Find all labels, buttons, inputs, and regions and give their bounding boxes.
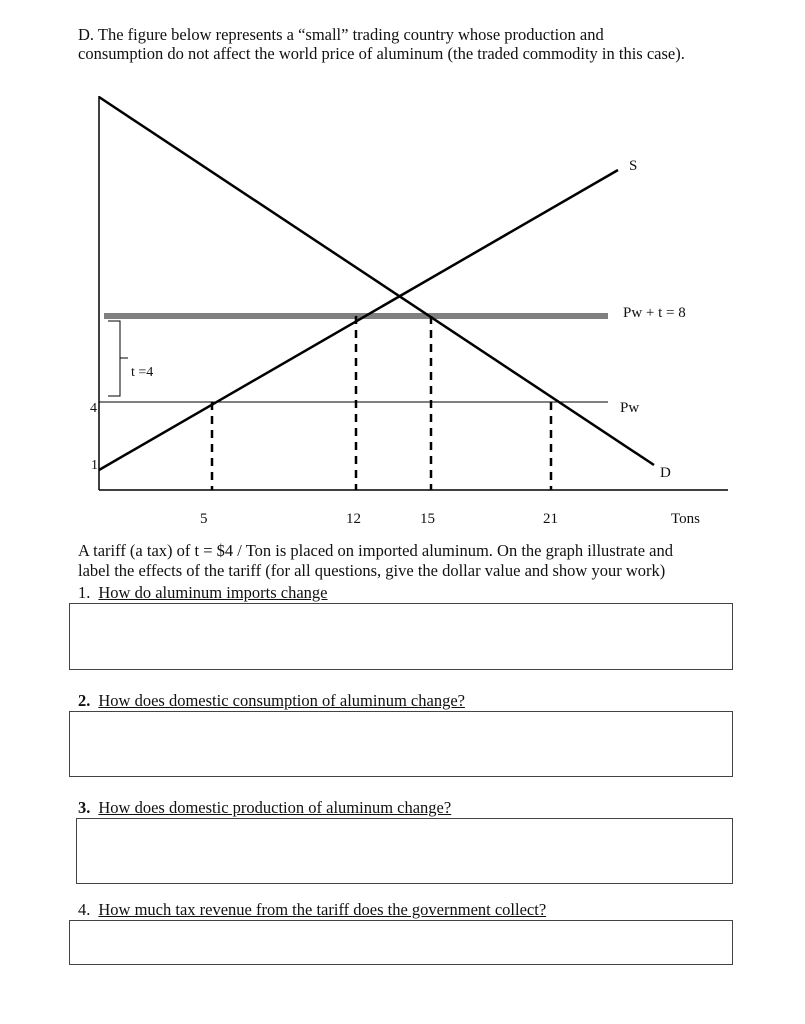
- question-3-number: 3.: [78, 798, 91, 817]
- x-axis-label: Tons: [671, 511, 700, 527]
- instruction-line-1: A tariff (a tax) of t = $4 / Ton is placed on imported aluminum. On the graph illustrate and: [78, 541, 673, 560]
- demand-label: D: [660, 465, 671, 481]
- intro-line-1: D. The figure below represents a “small” trading country whose production and: [78, 25, 604, 44]
- y-tick-1: 1: [91, 458, 98, 473]
- x-tick-21: 21: [543, 511, 558, 527]
- question-4-text: How much tax revenue from the tariff does the government collect?: [98, 900, 547, 919]
- question-2: [78, 691, 465, 710]
- question-1-text: How do aluminum imports change: [98, 583, 328, 602]
- tariff-bracket: [108, 321, 128, 396]
- tariff-bracket-label: t =4: [131, 365, 154, 380]
- answer-box-2[interactable]: [69, 711, 733, 777]
- instruction-paragraph: [78, 541, 778, 581]
- question-3-text: How does domestic production of aluminum change?: [98, 798, 452, 817]
- question-2-number: 2.: [78, 691, 91, 710]
- demand-curve: [99, 97, 654, 465]
- answer-box-4[interactable]: [69, 920, 733, 965]
- instruction-line-2: label the effects of the tariff (for all questions, give the dollar value and show your work): [78, 561, 666, 580]
- x-tick-12: 12: [346, 511, 361, 527]
- supply-label: S: [629, 158, 638, 174]
- answer-box-3[interactable]: [76, 818, 733, 884]
- question-1-number: 1.: [78, 583, 91, 602]
- answer-box-1[interactable]: [69, 603, 733, 670]
- question-3: [78, 798, 451, 817]
- x-tick-15: 15: [420, 511, 435, 527]
- x-tick-5: 5: [200, 511, 208, 527]
- question-2-text: How does domestic consumption of aluminum change?: [98, 691, 465, 710]
- question-1: [78, 583, 328, 602]
- y-tick-4: 4: [90, 401, 97, 416]
- world-price-label: Pw: [620, 400, 640, 416]
- tariff-price-label: Pw + t = 8: [623, 305, 686, 321]
- intro-line-2: consumption do not affect the world price of aluminum (the traded commodity in this case).: [78, 44, 685, 63]
- question-4: [78, 900, 546, 919]
- question-4-number: 4.: [78, 900, 91, 919]
- supply-curve: [99, 170, 618, 470]
